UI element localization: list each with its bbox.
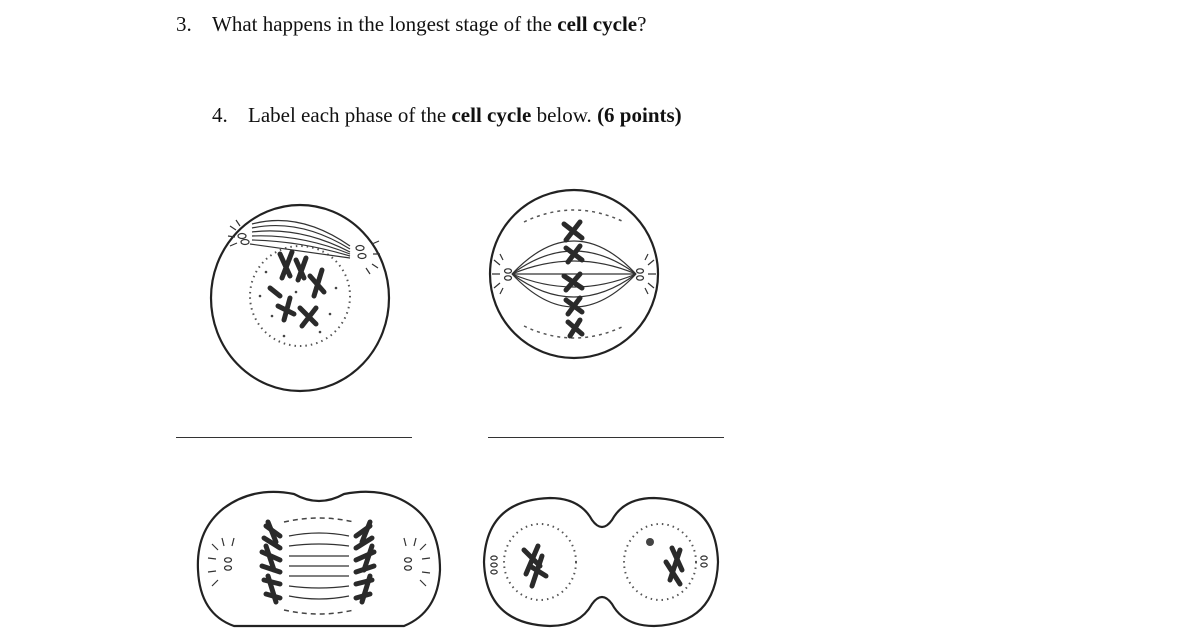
- question-4: [212, 102, 682, 128]
- cell-diagram-prophase: [200, 196, 400, 396]
- cell-diagram-anaphase: [194, 486, 444, 630]
- question-4-text: Label each phase of the: [248, 103, 452, 127]
- question-3: [176, 11, 646, 37]
- question-3-number: 3.: [176, 12, 192, 36]
- cell-diagram-metaphase: [484, 188, 664, 368]
- question-3-end: ?: [637, 12, 647, 36]
- question-4-bold-term: cell cycle: [451, 103, 532, 127]
- question-4-points: (6 points): [597, 103, 682, 127]
- answer-line-metaphase[interactable]: [488, 437, 724, 438]
- question-3-bold-term: cell cycle: [557, 12, 638, 36]
- cell-diagram-telophase: [480, 494, 724, 630]
- question-4-number: 4.: [212, 103, 228, 127]
- answer-line-prophase[interactable]: [176, 437, 412, 438]
- question-4-middle: below.: [531, 103, 598, 127]
- question-3-text: What happens in the longest stage of the: [212, 12, 558, 36]
